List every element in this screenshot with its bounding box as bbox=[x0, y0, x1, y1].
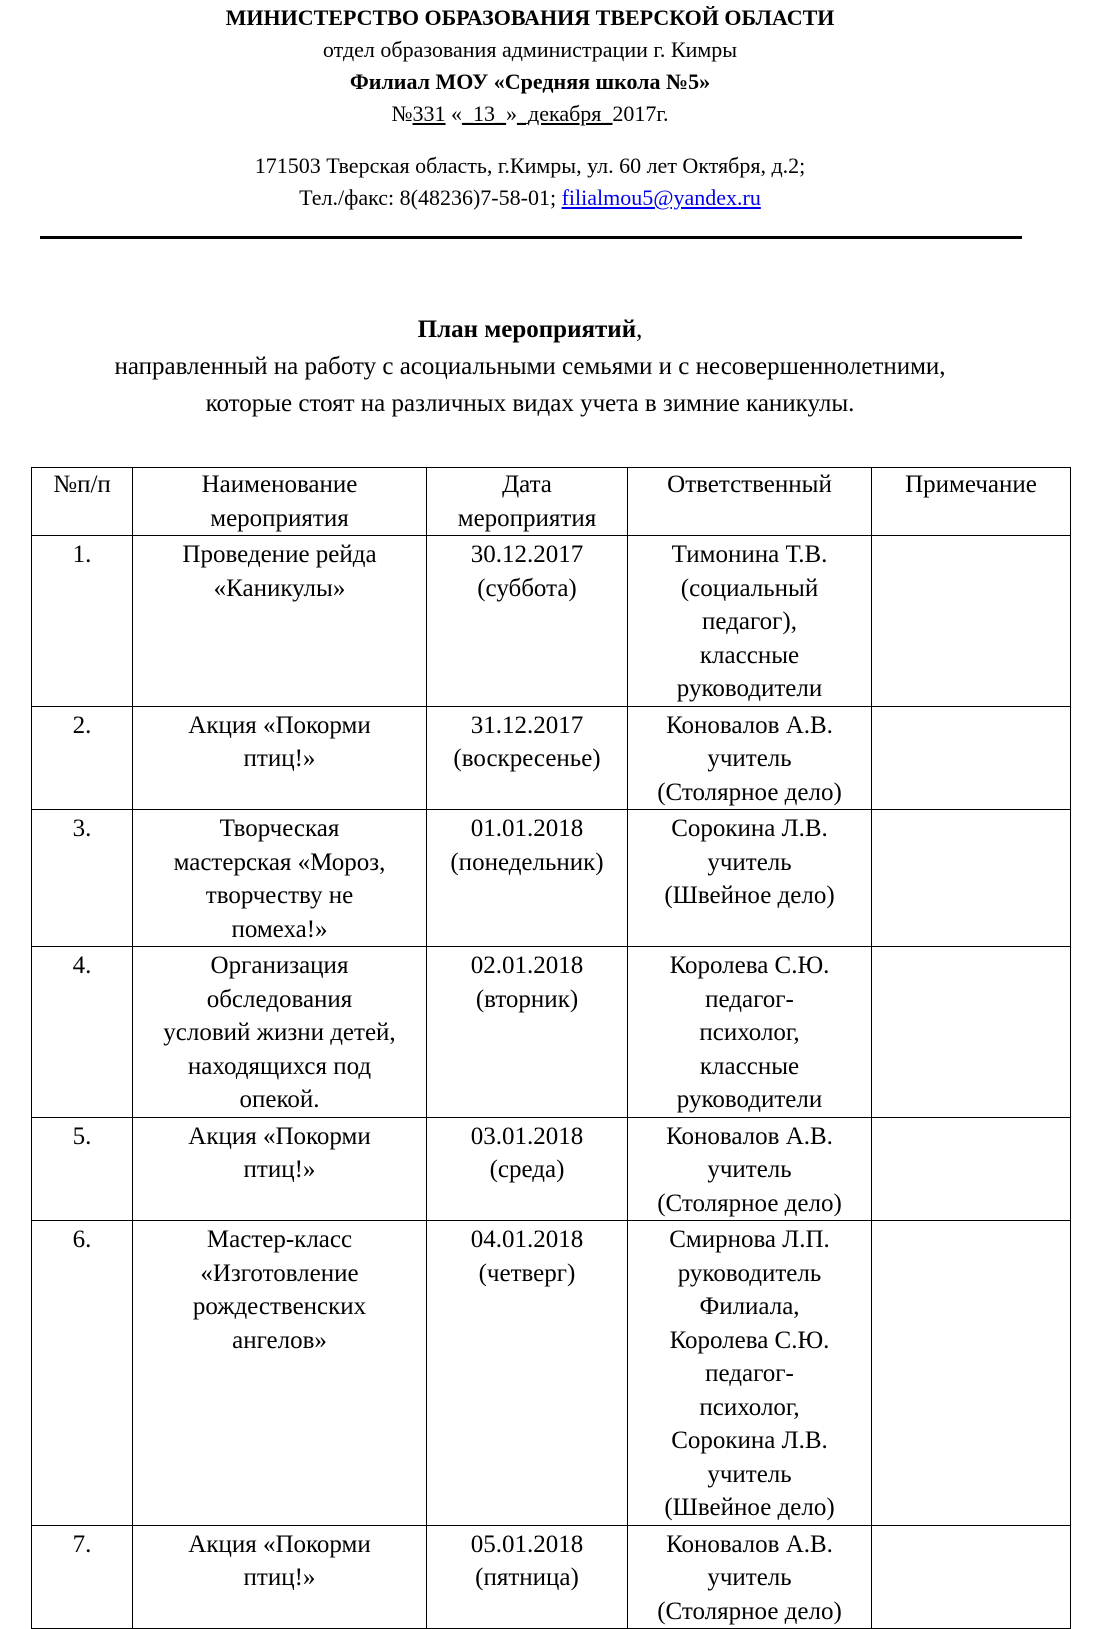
cell-note bbox=[872, 810, 1071, 947]
cell-responsible-line: (Столярное дело) bbox=[657, 1597, 842, 1625]
cell-responsible-line: Королева С.Ю. bbox=[669, 952, 830, 979]
cell-event-name-line: ангелов» bbox=[232, 1326, 327, 1354]
cell-event-name-line: обследования bbox=[206, 985, 353, 1013]
header-text-line: Дата bbox=[502, 471, 552, 498]
cell-responsible-line: педагог- bbox=[705, 985, 794, 1013]
cell-responsible-line: педагог- bbox=[705, 1360, 794, 1387]
table-row bbox=[32, 947, 1071, 1118]
letterhead bbox=[0, 0, 1060, 214]
cell-number: 7. bbox=[32, 1525, 133, 1629]
cell-event-name-line: Творческая bbox=[219, 815, 340, 842]
cell-event-name-line: творчеству не bbox=[205, 882, 354, 909]
cell-event-date-line: 04.01.2018 bbox=[470, 1226, 584, 1253]
email-link[interactable]: filialmou5@yandex.ru bbox=[561, 185, 761, 210]
cell-number: 5. bbox=[32, 1117, 133, 1221]
cell-note bbox=[872, 536, 1071, 707]
cell-event-date-line: (среда) bbox=[489, 1156, 565, 1183]
cell-responsible-line: психолог, bbox=[699, 1393, 800, 1421]
cell-number: 2. bbox=[32, 706, 133, 810]
cell-event-date-line: 03.01.2018 bbox=[470, 1122, 584, 1150]
cell-responsible bbox=[628, 1117, 872, 1221]
cell-event-date-line: (четверг) bbox=[478, 1259, 576, 1287]
cell-responsible-line: (Столярное дело) bbox=[657, 1189, 842, 1217]
cell-responsible-line: (социальный bbox=[680, 574, 819, 602]
cell-responsible-line: Коновалов А.В. bbox=[666, 1530, 833, 1558]
cell-event-name-line: рождественских bbox=[192, 1293, 367, 1320]
table-header-row bbox=[32, 468, 1071, 536]
cell-event-date-line: 31.12.2017 bbox=[470, 711, 584, 739]
plan-title-line bbox=[0, 311, 1060, 348]
cell-responsible-line: Коновалов А.В. bbox=[666, 711, 833, 739]
cell-event-date-line: (пятница) bbox=[475, 1564, 579, 1591]
cell-event-date-line: (вторник) bbox=[475, 985, 579, 1013]
cell-responsible-line: педагог), bbox=[702, 608, 797, 635]
table-row bbox=[32, 1117, 1071, 1221]
cell-note bbox=[872, 947, 1071, 1118]
cell-note bbox=[872, 1525, 1071, 1629]
school-address: 171503 Тверская область, г.Кимры, ул. 60 лет Октября, д.2; bbox=[254, 153, 806, 178]
header-event-date bbox=[427, 468, 628, 536]
cell-event-name-line: находящихся под bbox=[187, 1052, 372, 1080]
cell-event-name-line: Акция «Покорми bbox=[188, 1122, 371, 1150]
cell-number: 3. bbox=[32, 810, 133, 947]
header-divider bbox=[40, 236, 1022, 239]
cell-event-name bbox=[133, 1117, 427, 1221]
cell-event-date bbox=[427, 947, 628, 1118]
cell-responsible-line: Тимонина Т.В. bbox=[671, 541, 828, 568]
cell-responsible bbox=[628, 1221, 872, 1526]
table-row bbox=[32, 810, 1071, 947]
cell-event-name-line: помеха!» bbox=[231, 915, 328, 943]
document-number-date bbox=[0, 98, 1060, 130]
cell-event-name-line: Акция «Покорми bbox=[188, 711, 371, 739]
doc-day: _13_ bbox=[462, 101, 507, 126]
table-row bbox=[32, 1221, 1071, 1526]
cell-responsible-line: учитель bbox=[707, 745, 792, 772]
cell-event-name bbox=[133, 1221, 427, 1526]
cell-event-name bbox=[133, 536, 427, 707]
cell-event-name bbox=[133, 947, 427, 1118]
cell-event-name-line: Проведение рейда bbox=[182, 541, 377, 568]
doc-year: 2017г. bbox=[612, 101, 669, 126]
cell-event-name-line: мастерская «Мороз, bbox=[173, 848, 386, 876]
cell-event-date bbox=[427, 810, 628, 947]
doc-month: _декабря_ bbox=[517, 101, 613, 126]
cell-event-name-line: «Каникулы» bbox=[213, 574, 346, 602]
phone-fax: Тел./факс: 8(48236)7-58-01; bbox=[299, 185, 562, 210]
cell-note bbox=[872, 706, 1071, 810]
header-text-line: №п/п bbox=[53, 471, 111, 498]
cell-event-date-line: 01.01.2018 bbox=[470, 815, 584, 842]
cell-event-name bbox=[133, 706, 427, 810]
header-note bbox=[872, 468, 1071, 536]
events-table bbox=[31, 467, 1071, 1629]
cell-number: 6. bbox=[32, 1221, 133, 1526]
cell-responsible-line: учитель bbox=[707, 1564, 792, 1591]
header-text-line: мероприятия bbox=[210, 504, 349, 532]
cell-responsible-line: классные bbox=[699, 641, 800, 669]
contact-line bbox=[0, 182, 1060, 214]
table-row bbox=[32, 706, 1071, 810]
ministry-name: МИНИСТЕРСТВО ОБРАЗОВАНИЯ ТВЕРСКОЙ ОБЛАСТИ bbox=[225, 5, 835, 30]
cell-responsible-line: Сорокина Л.В. bbox=[671, 1427, 828, 1454]
header-text-line: Примечание bbox=[905, 471, 1037, 498]
cell-responsible-line: (Швейное дело) bbox=[664, 1494, 835, 1521]
table-body bbox=[32, 536, 1071, 1629]
cell-event-name-line: птиц!» bbox=[243, 745, 316, 772]
cell-responsible-line: Коновалов А.В. bbox=[666, 1122, 833, 1150]
cell-event-name-line: птиц!» bbox=[243, 1564, 316, 1591]
cell-responsible-line: классные bbox=[699, 1052, 800, 1080]
plan-subtitle-line-1: направленный на работу с асоциальными семьями и с несовершеннолетними, bbox=[114, 353, 946, 380]
header-text-line: Ответственный bbox=[667, 471, 832, 498]
header-event-name bbox=[133, 468, 427, 536]
cell-event-date bbox=[427, 1221, 628, 1526]
cell-event-date bbox=[427, 536, 628, 707]
cell-responsible-line: Королева С.Ю. bbox=[669, 1326, 830, 1354]
plan-title: План мероприятий bbox=[417, 316, 637, 343]
cell-event-date-line: (понедельник) bbox=[450, 848, 604, 876]
cell-event-name-line: Организация bbox=[210, 952, 349, 979]
doc-date-close: » bbox=[506, 101, 518, 126]
cell-event-date bbox=[427, 1117, 628, 1221]
cell-note bbox=[872, 1221, 1071, 1526]
cell-event-date-line: 02.01.2018 bbox=[470, 952, 584, 979]
cell-number: 4. bbox=[32, 947, 133, 1118]
header-responsible bbox=[628, 468, 872, 536]
cell-responsible bbox=[628, 810, 872, 947]
cell-event-name-line: условий жизни детей, bbox=[163, 1019, 396, 1046]
cell-responsible-line: Филиала, bbox=[699, 1293, 800, 1320]
cell-event-name bbox=[133, 1525, 427, 1629]
cell-event-date-line: 05.01.2018 bbox=[470, 1530, 584, 1558]
table-row bbox=[32, 1525, 1071, 1629]
cell-event-date-line: 30.12.2017 bbox=[470, 541, 584, 568]
cell-note bbox=[872, 1117, 1071, 1221]
cell-event-date bbox=[427, 1525, 628, 1629]
header-number bbox=[32, 468, 133, 536]
cell-event-name-line: опекой. bbox=[239, 1086, 320, 1113]
cell-responsible bbox=[628, 536, 872, 707]
header-text-line: Наименование bbox=[201, 471, 358, 498]
plan-heading bbox=[0, 311, 1060, 422]
cell-responsible-line: учитель bbox=[707, 1156, 792, 1183]
cell-responsible-line: Сорокина Л.В. bbox=[671, 815, 828, 842]
cell-responsible-line: руководитель bbox=[677, 1259, 822, 1287]
cell-event-date bbox=[427, 706, 628, 810]
cell-number: 1. bbox=[32, 536, 133, 707]
cell-event-date-line: (суббота) bbox=[477, 574, 577, 602]
cell-event-name bbox=[133, 810, 427, 947]
cell-responsible-line: руководители bbox=[676, 675, 823, 702]
cell-event-name-line: птиц!» bbox=[243, 1156, 316, 1183]
doc-number: 331 bbox=[412, 101, 446, 126]
plan-subtitle-line-2: которые стоят на различных видах учета в зимние каникулы. bbox=[205, 390, 855, 417]
cell-responsible-line: руководители bbox=[676, 1086, 823, 1113]
cell-responsible-line: (Швейное дело) bbox=[664, 882, 835, 909]
doc-date-open: « bbox=[445, 101, 463, 126]
cell-event-name-line: Мастер-класс bbox=[206, 1226, 353, 1253]
cell-responsible-line: психолог, bbox=[699, 1019, 800, 1046]
department-name: отдел образования администрации г. Кимры bbox=[322, 37, 738, 62]
cell-event-name-line: Акция «Покорми bbox=[188, 1530, 371, 1558]
cell-responsible-line: Смирнова Л.П. bbox=[669, 1226, 830, 1253]
school-name: Филиал МОУ «Средняя школа №5» bbox=[349, 69, 711, 94]
plan-title-suffix: , bbox=[636, 316, 643, 343]
cell-event-date-line: (воскресенье) bbox=[453, 745, 601, 772]
header-text-line: мероприятия bbox=[457, 504, 597, 532]
doc-number-prefix: № bbox=[391, 101, 413, 126]
cell-responsible bbox=[628, 947, 872, 1118]
cell-responsible-line: (Столярное дело) bbox=[657, 778, 842, 806]
cell-responsible bbox=[628, 706, 872, 810]
cell-responsible bbox=[628, 1525, 872, 1629]
cell-event-name-line: «Изготовление bbox=[200, 1259, 359, 1287]
cell-responsible-line: учитель bbox=[707, 848, 792, 876]
cell-responsible-line: учитель bbox=[707, 1460, 792, 1488]
table-row bbox=[32, 536, 1071, 707]
